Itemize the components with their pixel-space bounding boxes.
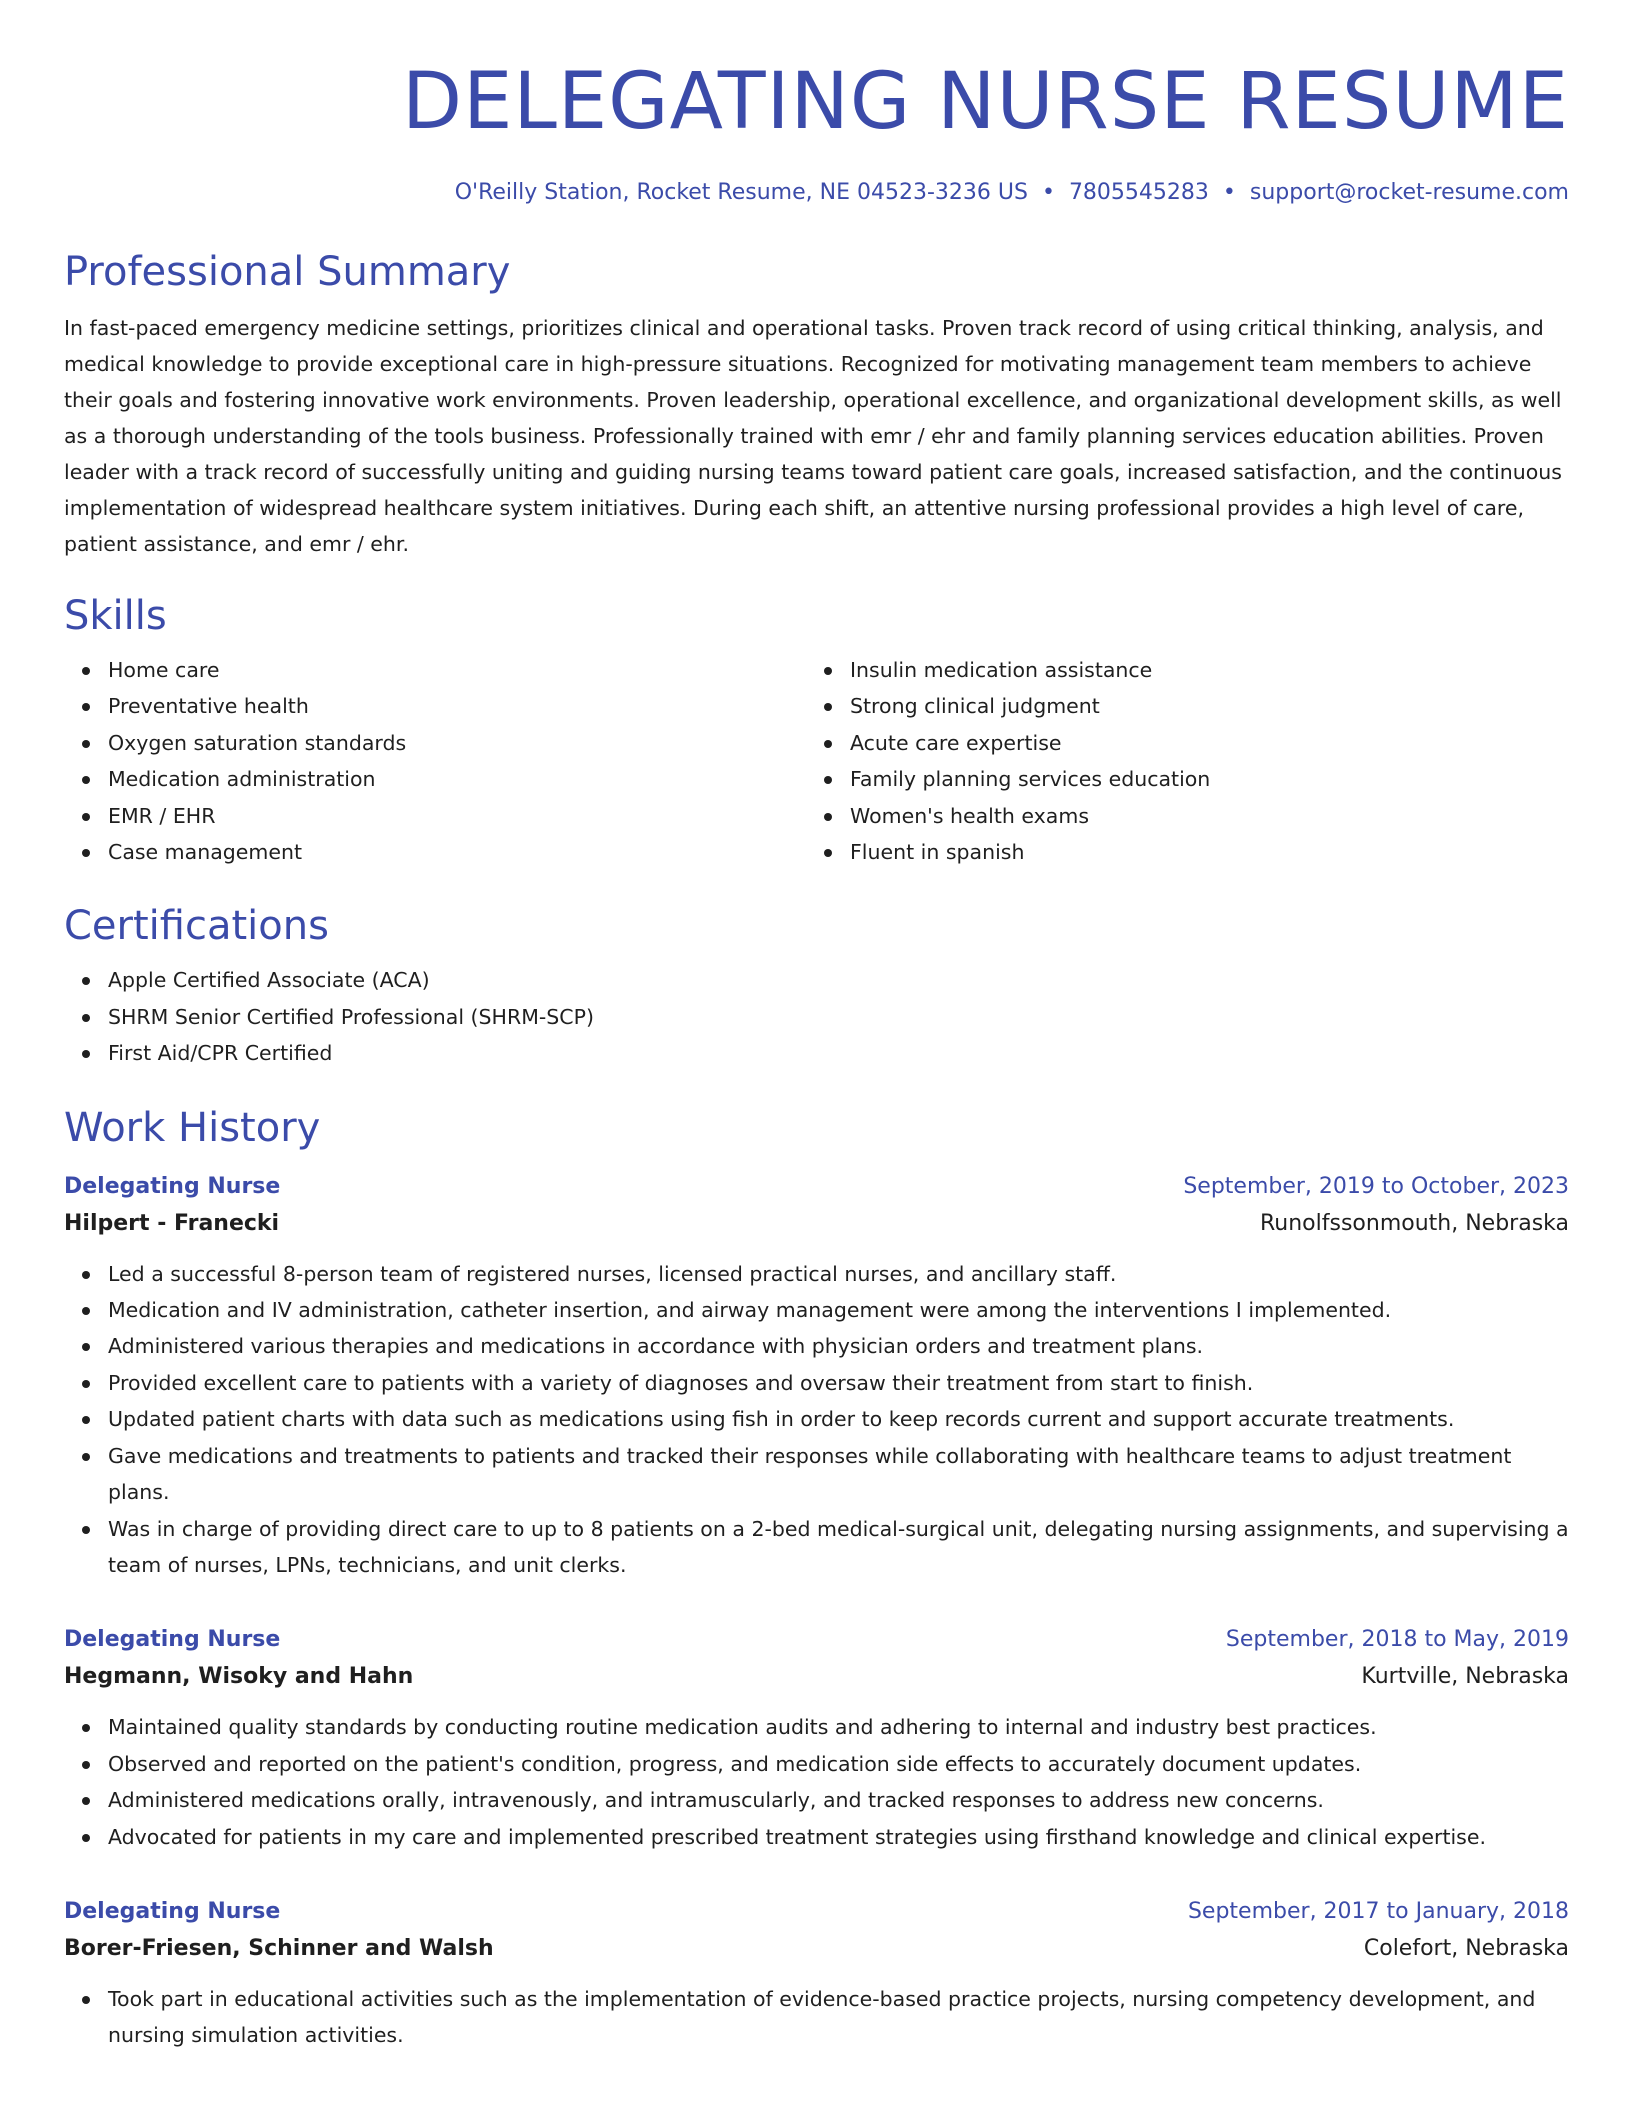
skills-list-left (64, 652, 806, 870)
job-duties-list (64, 1709, 1569, 1855)
job-location: Kurtville, Nebraska (1361, 1664, 1569, 1690)
job-duty: Medication and IV administration, catheter insertion, and airway management were among the interventions I implemented. (108, 1292, 1569, 1328)
skill-item: Strong clinical judgment (850, 688, 1569, 724)
skills-columns (64, 652, 1569, 870)
job-duty: Took part in educational activities such as the implementation of evidence-based practice projects, nursing competency development, and nursing simulation activities. (108, 1981, 1569, 2054)
job-duty: Advocated for patients in my care and implemented prescribed treatment strategies using firsthand knowledge and clinical expertise. (108, 1819, 1569, 1855)
job-entry (64, 1623, 1569, 1855)
job-title: Delegating Nurse (64, 1627, 281, 1653)
contact-email[interactable]: support@rocket-resume.com (1249, 180, 1569, 205)
job-header-row (64, 1170, 1569, 1204)
job-duty: Administered various therapies and medications in accordance with physician orders and treatment plans. (108, 1328, 1569, 1364)
skill-item: Women's health exams (850, 798, 1569, 834)
contact-address: O'Reilly Station, Rocket Resume, NE 04523-3236 US (454, 180, 1028, 205)
skill-item: Family planning services education (850, 761, 1569, 797)
summary-heading: Professional Summary (64, 249, 511, 295)
certifications-list (64, 962, 1569, 1071)
job-employer-row (64, 1929, 1569, 1969)
skill-item: Preventative health (108, 688, 806, 724)
job-dates: September, 2017 to January, 2018 (1187, 1898, 1569, 1924)
job-location: Colefort, Nebraska (1363, 1935, 1569, 1961)
job-company: Borer-Friesen, Schinner and Walsh (64, 1935, 494, 1961)
job-company: Hegmann, Wisoky and Hahn (64, 1664, 414, 1690)
skill-item: Case management (108, 834, 806, 870)
job-header-row (64, 1895, 1569, 1929)
resume-header (64, 52, 1569, 208)
job-duties-list (64, 1256, 1569, 1584)
skill-item: EMR / EHR (108, 798, 806, 834)
job-entry (64, 1895, 1569, 2054)
skill-item: Acute care expertise (850, 725, 1569, 761)
skill-item: Home care (108, 652, 806, 688)
job-duty: Observed and reported on the patient's condition, progress, and medication side effects to accurately document updates. (108, 1746, 1569, 1782)
skill-item: Medication administration (108, 761, 806, 797)
job-employer-row (64, 1204, 1569, 1244)
job-duty: Led a successful 8-person team of registered nurses, licensed practical nurses, and ancillary staff. (108, 1256, 1569, 1292)
contact-separator: • (1041, 180, 1055, 205)
certifications-heading: Certifications (64, 903, 329, 950)
job-header-row (64, 1623, 1569, 1657)
job-duty: Gave medications and treatments to patients and tracked their responses while collaborating with healthcare teams to adjust treatment plans. (108, 1438, 1569, 1511)
job-duties-list (64, 1981, 1569, 2054)
job-duty: Provided excellent care to patients with a variety of diagnoses and oversaw their treatment from start to finish. (108, 1365, 1569, 1401)
job-entry (64, 1170, 1569, 1584)
skill-item: Insulin medication assistance (850, 652, 1569, 688)
job-duty: Updated patient charts with data such as medications using fish in order to keep records current and support accurate treatments. (108, 1401, 1569, 1437)
certification-item: Apple Certified Associate (ACA) (108, 962, 1569, 998)
certification-item: First Aid/CPR Certified (108, 1035, 1569, 1071)
job-title: Delegating Nurse (64, 1173, 281, 1199)
summary-text: In fast-paced emergency medicine settings, prioritizes clinical and operational tasks. Proven track record of using critical thinking, analysis, and medical knowledge to provide exceptional care in high-pressure situations. Recognized for motivating management team members to achieve their goals and fostering innovative work environments. Proven leadership, operational excellence, and organizational development skills, as well as a thorough understanding of the tools business. Professionally trained with emr / ehr and family planning services education abilities. Proven leader with a track record of successfully uniting and guiding nursing teams toward patient care goals, increased satisfaction, and the continuous implementation of widespread healthcare system initiatives. During each shift, an attentive nursing professional provides a high level of care, patient assistance, and emr / ehr. (64, 316, 1562, 556)
contact-line (64, 178, 1569, 208)
skill-item: Fluent in spanish (850, 834, 1569, 870)
job-dates: September, 2019 to October, 2023 (1183, 1173, 1569, 1199)
job-duty: Was in charge of providing direct care to up to 8 patients on a 2-bed medical-surgical unit, delegating nursing assignments, and supervising a team of nurses, LPNs, technicians, and unit clerks. (108, 1511, 1569, 1584)
job-title: Delegating Nurse (64, 1898, 281, 1924)
job-duty: Maintained quality standards by conducting routine medication audits and adhering to internal and industry best practices. (108, 1709, 1569, 1745)
job-location: Runolfssonmouth, Nebraska (1260, 1210, 1569, 1236)
work-history-heading: Work History (64, 1104, 321, 1151)
skill-item: Oxygen saturation standards (108, 725, 806, 761)
skills-heading: Skills (64, 593, 167, 639)
job-employer-row (64, 1657, 1569, 1697)
resume-title: DELEGATING NURSE RESUME (402, 57, 1569, 147)
job-dates: September, 2018 to May, 2019 (1225, 1627, 1569, 1653)
skills-list-right (806, 652, 1569, 870)
certification-item: SHRM Senior Certified Professional (SHRM-SCP) (108, 999, 1569, 1035)
job-duty: Administered medications orally, intravenously, and intramuscularly, and tracked responses to address new concerns. (108, 1782, 1569, 1818)
contact-phone: 7805545283 (1068, 180, 1209, 205)
contact-separator: • (1222, 180, 1236, 205)
job-company: Hilpert - Franecki (64, 1210, 280, 1236)
